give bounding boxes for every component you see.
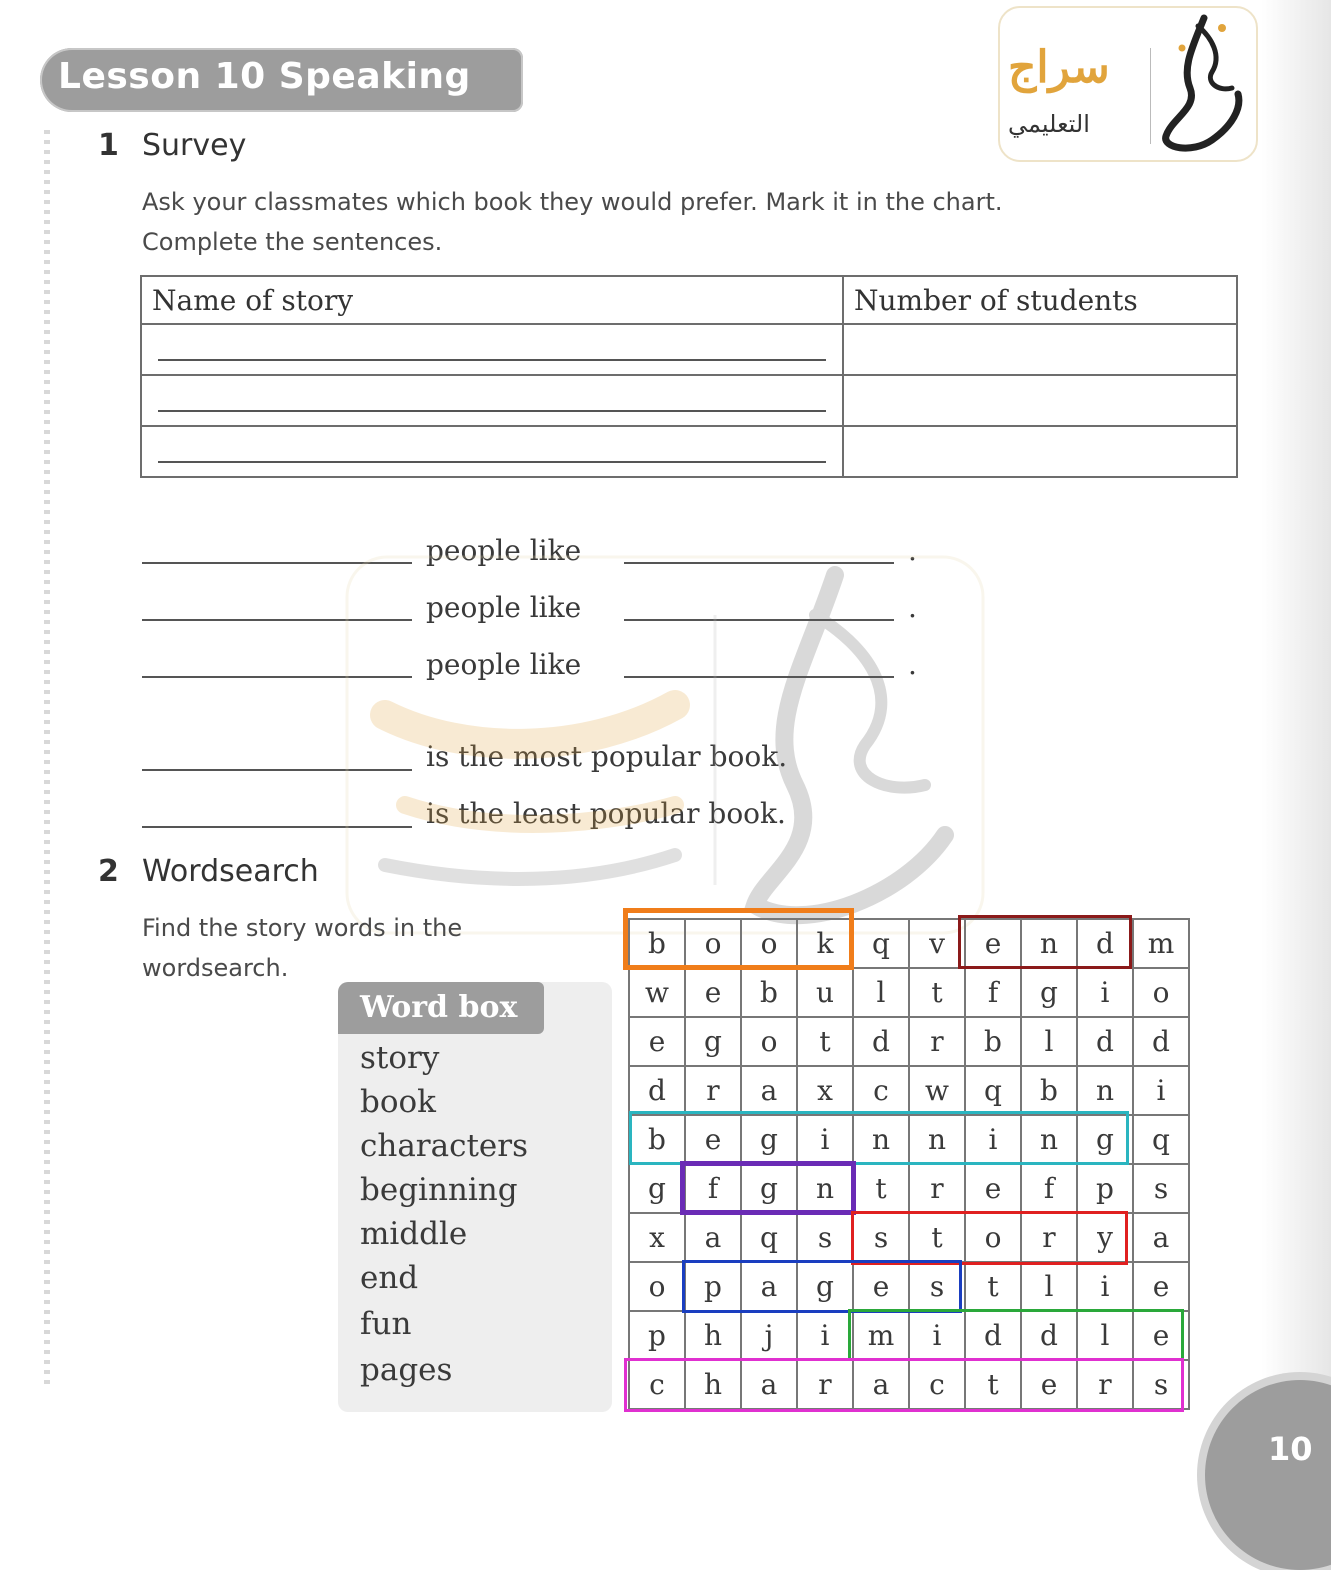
- grid-cell[interactable]: n: [910, 1116, 966, 1165]
- grid-cell[interactable]: i: [1134, 1067, 1190, 1116]
- grid-cell[interactable]: b: [630, 1116, 686, 1165]
- grid-cell[interactable]: m: [1134, 920, 1190, 969]
- grid-cell[interactable]: o: [742, 1018, 798, 1067]
- survey-instruction-2: Complete the sentences.: [142, 228, 443, 256]
- grid-cell[interactable]: b: [1022, 1067, 1078, 1116]
- grid-cell[interactable]: a: [1134, 1214, 1190, 1263]
- grid-cell[interactable]: p: [1078, 1165, 1134, 1214]
- grid-cell[interactable]: r: [910, 1165, 966, 1214]
- grid-cell[interactable]: i: [966, 1116, 1022, 1165]
- grid-cell[interactable]: a: [742, 1263, 798, 1312]
- grid-cell[interactable]: t: [966, 1361, 1022, 1410]
- grid-cell[interactable]: g: [742, 1116, 798, 1165]
- grid-cell[interactable]: e: [854, 1263, 910, 1312]
- section-1-title: Survey: [142, 128, 247, 163]
- grid-cell[interactable]: f: [966, 969, 1022, 1018]
- grid-cell[interactable]: s: [854, 1214, 910, 1263]
- grid-cell[interactable]: d: [1134, 1018, 1190, 1067]
- grid-cell[interactable]: a: [854, 1361, 910, 1410]
- grid-cell[interactable]: p: [630, 1312, 686, 1361]
- grid-cell[interactable]: b: [742, 969, 798, 1018]
- grid-cell[interactable]: k: [798, 920, 854, 969]
- logo-calligraphy-icon: [1152, 8, 1252, 156]
- found-word-fun-highlight: [680, 1161, 856, 1215]
- grid-cell[interactable]: o: [1134, 969, 1190, 1018]
- grid-cell[interactable]: j: [742, 1312, 798, 1361]
- header-number-of-students: Number of students: [843, 276, 1237, 324]
- student-count-cell[interactable]: [843, 375, 1237, 426]
- page-number: 10: [1268, 1430, 1313, 1468]
- grid-cell[interactable]: d: [1078, 1018, 1134, 1067]
- wordsearch-instruction-1: Find the story words in the: [142, 914, 463, 942]
- found-word-book-highlight: [623, 908, 854, 970]
- grid-cell[interactable]: d: [1078, 920, 1134, 969]
- grid-cell[interactable]: l: [854, 969, 910, 1018]
- grid-cell[interactable]: p: [686, 1263, 742, 1312]
- grid-cell[interactable]: q: [1134, 1116, 1190, 1165]
- grid-cell[interactable]: e: [966, 1165, 1022, 1214]
- sentence-1-text: people like: [426, 534, 582, 567]
- grid-cell[interactable]: x: [630, 1214, 686, 1263]
- grid-cell[interactable]: i: [798, 1116, 854, 1165]
- grid-cell[interactable]: l: [1022, 1018, 1078, 1067]
- survey-instruction-1: Ask your classmates which book they would prefer. Mark it in the chart.: [142, 188, 1003, 216]
- found-word-characters-highlight: [624, 1358, 1184, 1412]
- grid-cell[interactable]: e: [1134, 1312, 1190, 1361]
- grid-cell[interactable]: y: [1078, 1214, 1134, 1263]
- grid-cell[interactable]: c: [854, 1067, 910, 1116]
- grid-cell[interactable]: o: [966, 1214, 1022, 1263]
- grid-cell[interactable]: i: [1078, 969, 1134, 1018]
- sentence-2-period: .: [908, 591, 917, 624]
- grid-cell[interactable]: b: [966, 1018, 1022, 1067]
- grid-cell[interactable]: o: [742, 920, 798, 969]
- grid-cell[interactable]: t: [910, 969, 966, 1018]
- watermark-logo-icon: [345, 555, 985, 935]
- survey-table-header: [141, 276, 1237, 324]
- grid-cell[interactable]: s: [798, 1214, 854, 1263]
- word-box-title: Word box: [360, 990, 518, 1025]
- found-word-beginning-highlight: [629, 1111, 1129, 1165]
- grid-cell[interactable]: n: [1022, 1116, 1078, 1165]
- section-1-number: 1: [98, 128, 119, 163]
- word-item: beginning: [360, 1172, 518, 1208]
- logo-divider: [1150, 48, 1151, 144]
- grid-cell[interactable]: r: [1022, 1214, 1078, 1263]
- page-number-badge: [1205, 1380, 1331, 1570]
- grid-cell[interactable]: c: [910, 1361, 966, 1410]
- word-item: book: [360, 1084, 436, 1120]
- grid-cell[interactable]: o: [686, 920, 742, 969]
- most-popular-text: is the most popular book.: [426, 740, 788, 773]
- section-2-title: Wordsearch: [142, 854, 319, 889]
- story-name-cell[interactable]: [141, 426, 843, 477]
- side-margin-text: [22, 130, 72, 1390]
- table-row: [141, 375, 1237, 426]
- grid-cell[interactable]: n: [854, 1116, 910, 1165]
- grid-cell[interactable]: r: [910, 1018, 966, 1067]
- sentence-2-text: people like: [426, 591, 582, 624]
- word-item: fun: [360, 1306, 412, 1342]
- sentence-3-period: .: [908, 648, 917, 681]
- header-name-of-story: Name of story: [141, 276, 843, 324]
- lesson-title: Lesson 10 Speaking: [58, 56, 471, 97]
- grid-cell[interactable]: e: [686, 969, 742, 1018]
- student-count-cell[interactable]: [843, 426, 1237, 477]
- wordsearch-instruction-2: wordsearch.: [142, 954, 289, 982]
- section-2-number: 2: [98, 854, 119, 889]
- grid-cell[interactable]: g: [686, 1018, 742, 1067]
- grid-cell[interactable]: t: [854, 1165, 910, 1214]
- grid-cell[interactable]: g: [742, 1165, 798, 1214]
- grid-cell[interactable]: t: [966, 1263, 1022, 1312]
- grid-cell[interactable]: e: [1022, 1361, 1078, 1410]
- grid-cell[interactable]: l: [1022, 1263, 1078, 1312]
- table-row: [141, 324, 1237, 375]
- word-item: middle: [360, 1216, 468, 1252]
- grid-cell[interactable]: n: [1022, 920, 1078, 969]
- grid-cell[interactable]: b: [630, 920, 686, 969]
- grid-cell[interactable]: d: [966, 1312, 1022, 1361]
- grid-cell[interactable]: i: [798, 1312, 854, 1361]
- table-row: [141, 426, 1237, 477]
- grid-cell[interactable]: t: [798, 1018, 854, 1067]
- word-item: pages: [360, 1352, 453, 1388]
- word-item: characters: [360, 1128, 529, 1164]
- grid-cell[interactable]: f: [1022, 1165, 1078, 1214]
- grid-cell[interactable]: e: [630, 1018, 686, 1067]
- grid-cell[interactable]: s: [1134, 1361, 1190, 1410]
- grid-cell[interactable]: u: [798, 969, 854, 1018]
- survey-table: [140, 275, 1238, 478]
- grid-cell[interactable]: v: [910, 920, 966, 969]
- grid-cell[interactable]: n: [1078, 1067, 1134, 1116]
- grid-cell[interactable]: m: [854, 1312, 910, 1361]
- grid-cell[interactable]: o: [630, 1263, 686, 1312]
- grid-cell[interactable]: a: [686, 1214, 742, 1263]
- grid-cell[interactable]: i: [1078, 1263, 1134, 1312]
- grid-cell[interactable]: g: [630, 1165, 686, 1214]
- story-name-cell[interactable]: [141, 375, 843, 426]
- story-name-cell[interactable]: [141, 324, 843, 375]
- least-popular-text: is the least popular book.: [426, 797, 786, 830]
- grid-cell[interactable]: r: [686, 1067, 742, 1116]
- grid-cell[interactable]: r: [1078, 1361, 1134, 1410]
- grid-cell[interactable]: w: [910, 1067, 966, 1116]
- grid-cell[interactable]: a: [742, 1361, 798, 1410]
- sentence-1-period: .: [908, 534, 917, 567]
- grid-cell[interactable]: s: [910, 1263, 966, 1312]
- found-word-middle-highlight: [848, 1309, 1184, 1361]
- grid-cell[interactable]: i: [910, 1312, 966, 1361]
- grid-cell[interactable]: q: [854, 920, 910, 969]
- grid-cell[interactable]: e: [686, 1116, 742, 1165]
- student-count-cell[interactable]: [843, 324, 1237, 375]
- grid-cell[interactable]: s: [1134, 1165, 1190, 1214]
- grid-cell[interactable]: n: [798, 1165, 854, 1214]
- found-word-pages-highlight: [682, 1260, 962, 1313]
- grid-cell[interactable]: g: [1078, 1116, 1134, 1165]
- grid-cell[interactable]: r: [798, 1361, 854, 1410]
- page-edge-shadow: [1261, 0, 1331, 1484]
- grid-cell[interactable]: f: [686, 1165, 742, 1214]
- grid-cell[interactable]: q: [742, 1214, 798, 1263]
- grid-cell[interactable]: x: [798, 1067, 854, 1116]
- grid-cell[interactable]: h: [686, 1312, 742, 1361]
- logo-sub-word: التعليمي: [1008, 110, 1090, 138]
- grid-cell[interactable]: e: [1134, 1263, 1190, 1312]
- grid-cell[interactable]: l: [1078, 1312, 1134, 1361]
- grid-cell[interactable]: a: [742, 1067, 798, 1116]
- grid-cell[interactable]: t: [910, 1214, 966, 1263]
- found-word-story-highlight: [851, 1211, 1128, 1265]
- word-item: end: [360, 1260, 419, 1296]
- grid-cell[interactable]: c: [630, 1361, 686, 1410]
- word-item: story: [360, 1040, 440, 1076]
- grid-cell[interactable]: d: [630, 1067, 686, 1116]
- sentence-3-text: people like: [426, 648, 582, 681]
- grid-cell[interactable]: d: [854, 1018, 910, 1067]
- found-word-end-highlight: [958, 915, 1132, 969]
- grid-cell[interactable]: g: [798, 1263, 854, 1312]
- logo-main-word: سراج: [1008, 42, 1110, 93]
- grid-cell[interactable]: d: [1022, 1312, 1078, 1361]
- grid-cell[interactable]: g: [1022, 969, 1078, 1018]
- grid-cell[interactable]: h: [686, 1361, 742, 1410]
- grid-cell[interactable]: w: [630, 969, 686, 1018]
- grid-cell[interactable]: e: [966, 920, 1022, 969]
- grid-cell[interactable]: q: [966, 1067, 1022, 1116]
